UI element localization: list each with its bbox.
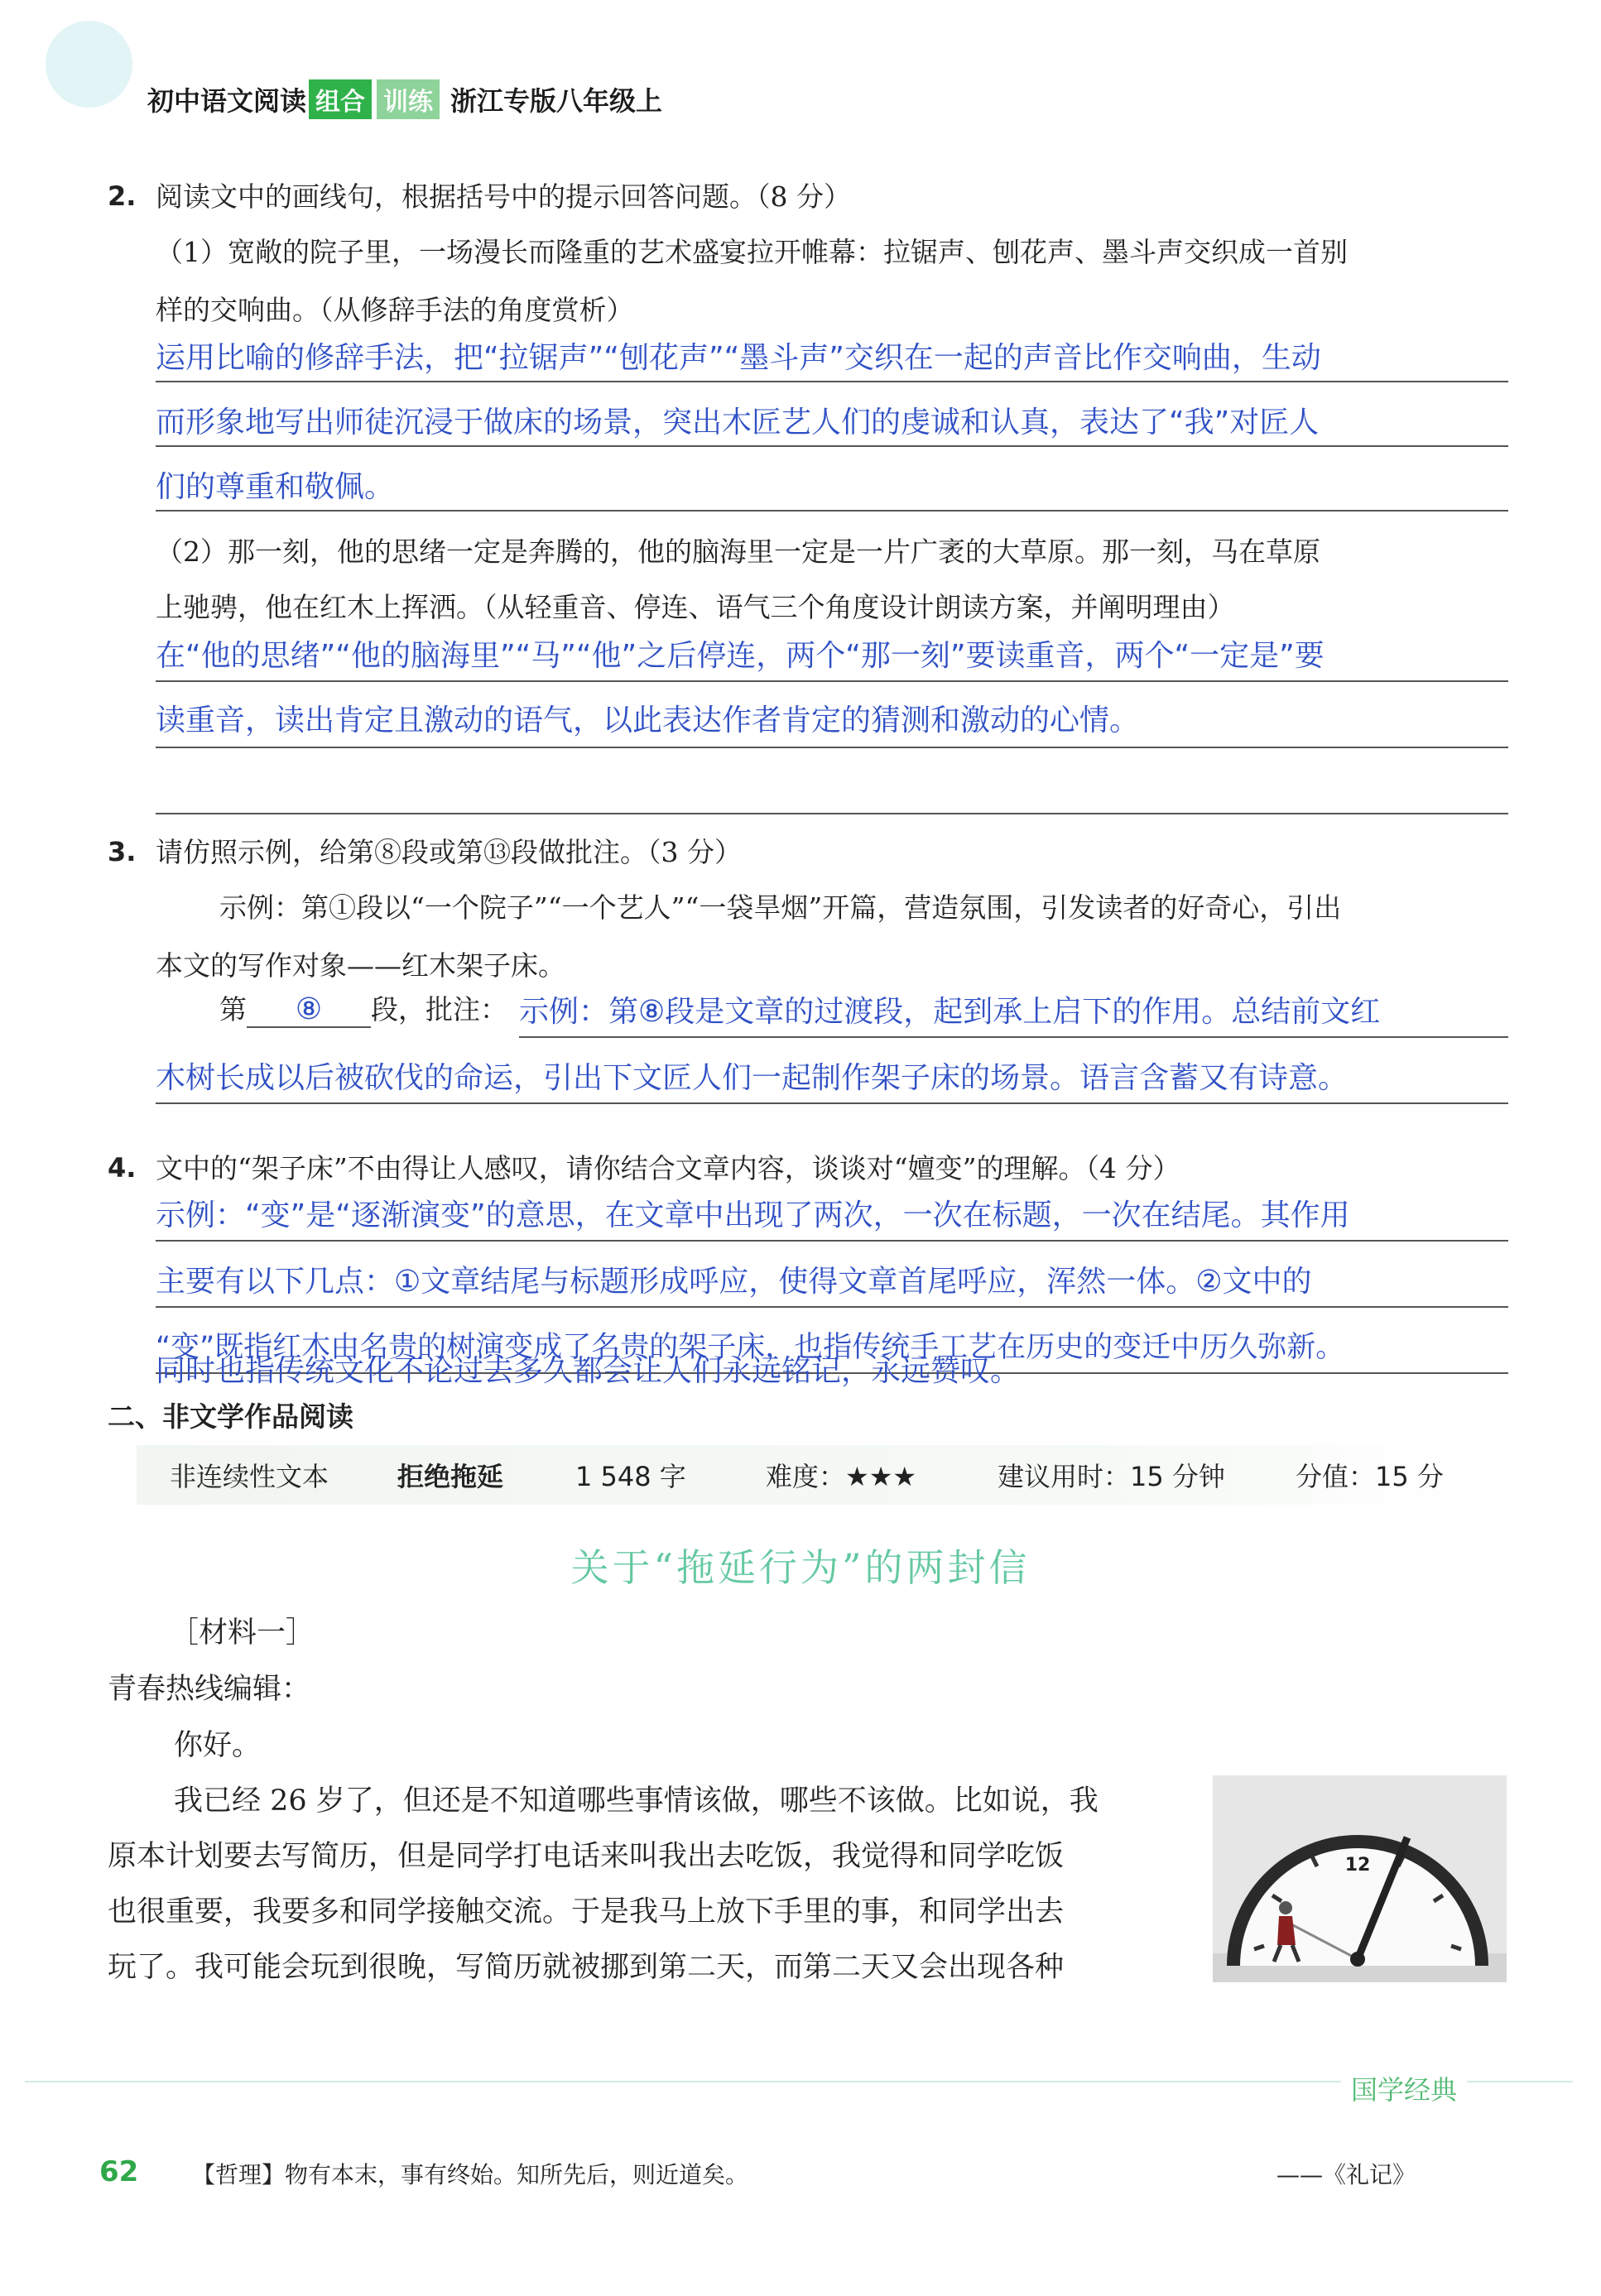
question-number: 3. xyxy=(108,836,137,867)
score-value: 分值：15 分 xyxy=(1296,1461,1444,1492)
q2-answer2-line2: 读重音，读出肯定且激动的语气，以此表达作者肯定的猜测和激动的心情。 xyxy=(156,704,1140,737)
q2-part2-line1: （2）那一刻，他的思绪一定是奔腾的，他的脑海里一定是一片广袤的大草原。那一刻，马在草原 xyxy=(156,536,1320,568)
q2-answer2-line1: 在“他的思绪”“他的脑海里”“马”“他”之后停连，两个“那一刻”要读重音，两个“一定是”要 xyxy=(156,639,1325,673)
letter-salutation: 青春热线编辑： xyxy=(108,1673,311,1706)
clock-illustration xyxy=(1213,1775,1507,1982)
q2-answer1-line1: 运用比喻的修辞手法，把“拉锯声”“刨花声”“墨斗声”交织在一起的声音比作交响曲，生动 xyxy=(156,341,1321,375)
book-header xyxy=(147,79,662,119)
question-4 xyxy=(108,1152,136,1184)
badge-combo: 组合 xyxy=(309,79,372,119)
q2-part1-line1: （1）宽敞的院子里，一场漫长而隆重的艺术盛宴拉开帷幕：拉锯声、刨花声、墨斗声交织成一首别 xyxy=(156,236,1348,268)
q2-part2-line2: 上驰骋，他在红木上挥洒。（从轻重音、停连、语气三个角度设计朗读方案，并阐明理由） xyxy=(156,591,1235,623)
q2-answer1-line3: 们的尊重和敬佩。 xyxy=(156,470,395,504)
q4-answer-line3: “变”既指红木由名贵的树演变成了名贵的架子床，也指传统手工艺在历史的变迁中历久弥新。 xyxy=(156,1331,1345,1364)
word-count: 1 548 字 xyxy=(575,1461,686,1492)
answer-line xyxy=(156,1240,1508,1242)
text-theme: 拒绝拖延 xyxy=(397,1461,504,1492)
answer-line xyxy=(156,813,1508,814)
answer-line xyxy=(519,1036,1508,1038)
clock-icon xyxy=(1213,1775,1507,1982)
answer-line xyxy=(156,747,1508,748)
q2-part1-line2: 样的交响曲。（从修辞手法的角度赏析） xyxy=(156,294,634,326)
question-3 xyxy=(108,836,136,867)
q3-example-line1: 示例：第①段以“一个院子”“一个艺人”“一袋旱烟”开篇，营造氛围，引发读者的好奇心，引出 xyxy=(219,891,1342,924)
question-2-stem: 阅读文中的画线句，根据括号中的提示回答问题。（8 分） xyxy=(156,180,851,213)
letter-body-line4: 玩了。我可能会玩到很晚，写简历就被挪到第二天，而第二天又会出现各种 xyxy=(108,1951,1065,1984)
fill-suffix: 段，批注： xyxy=(371,993,507,1026)
section-title: 二、非文学作品阅读 xyxy=(108,1400,353,1433)
clock-number: 12 xyxy=(1344,1855,1371,1876)
q3-answer-line1: 示例：第⑧段是文章的过渡段，起到承上启下的作用。总结前文红 xyxy=(519,995,1381,1029)
q4-answer-line2: 主要有以下几点：①文章结尾与标题形成呼应，使得文章首尾呼应，浑然一体。②文中的 xyxy=(156,1265,1312,1299)
question-number: 2. xyxy=(108,180,137,212)
letter-body-line1: 我已经 26 岁了，但还是不知道哪些事情该做，哪些不该做。比如说，我 xyxy=(174,1784,1099,1818)
question-2 xyxy=(108,180,136,212)
badge-training: 训练 xyxy=(377,79,440,119)
answer-line xyxy=(156,381,1508,382)
difficulty: 难度：★★★ xyxy=(766,1461,917,1492)
footer-quote-source: ——《礼记》 xyxy=(1276,2161,1416,2188)
answer-line xyxy=(156,680,1508,682)
suggested-time: 建议用时：15 分钟 xyxy=(998,1461,1225,1492)
header-decoration-circle xyxy=(46,21,132,108)
answer-line xyxy=(156,510,1508,512)
material-label: ［材料一］ xyxy=(170,1616,315,1650)
answer-line xyxy=(156,445,1508,447)
q3-answer-line2: 木树长成以后被砍伐的命运，引出下文匠人们一起制作架子床的场景。语言含蓄又有诗意。 xyxy=(156,1061,1349,1095)
q2-answer1-line2: 而形象地写出师徒沉浸于做床的场景，突出木匠艺人们的虔诚和认真，表达了“我”对匠人 xyxy=(156,406,1320,440)
letter-body-line2: 原本计划要去写简历，但是同学打电话来叫我出去吃饭，我觉得和同学吃饭 xyxy=(108,1840,1065,1873)
footer-section-label: 国学经典 xyxy=(1341,2069,1467,2107)
page-number: 62 xyxy=(99,2155,139,2188)
footer-quote: 【哲理】物有本末，事有终始。知所先后，则近道矣。 xyxy=(192,2161,749,2188)
paragraph-number-blank: ⑧ xyxy=(247,992,371,1028)
question-3-stem: 请仿照示例，给第⑧段或第⑬段做批注。（3 分） xyxy=(156,836,742,868)
answer-line xyxy=(156,1102,1508,1104)
answer-line xyxy=(156,1306,1508,1308)
q3-fill-row xyxy=(219,992,507,1028)
article-title: 关于“拖延行为”的两封信 xyxy=(570,1545,1031,1590)
letter-greeting: 你好。 xyxy=(174,1729,262,1762)
text-type: 非连续性文本 xyxy=(170,1461,329,1492)
book-title-b: 浙江专版八年级上 xyxy=(450,85,663,117)
book-title-a: 初中语文阅读 xyxy=(147,85,307,117)
q4-answer-line1: 示例：“变”是“逐渐演变”的意思，在文章中出现了两次，一次在标题，一次在结尾。其作用 xyxy=(156,1198,1350,1232)
question-number: 4. xyxy=(108,1152,137,1184)
letter-body-line3: 也很重要，我要多和同学接触交流。于是我马上放下手里的事，和同学出去 xyxy=(108,1895,1065,1929)
q3-example-line2: 本文的写作对象——红木架子床。 xyxy=(156,949,565,982)
question-4-stem: 文中的“架子床”不由得让人感叹，请你结合文章内容，谈谈对“嬗变”的理解。（4 分） xyxy=(156,1152,1180,1184)
q4-answer-line4: 同时也指传统文化不论过去多久都会让人们永远铭记，永远赞叹。 xyxy=(156,1354,1021,1388)
reading-info-bar xyxy=(137,1445,1461,1505)
fill-prefix: 第 xyxy=(219,993,247,1026)
